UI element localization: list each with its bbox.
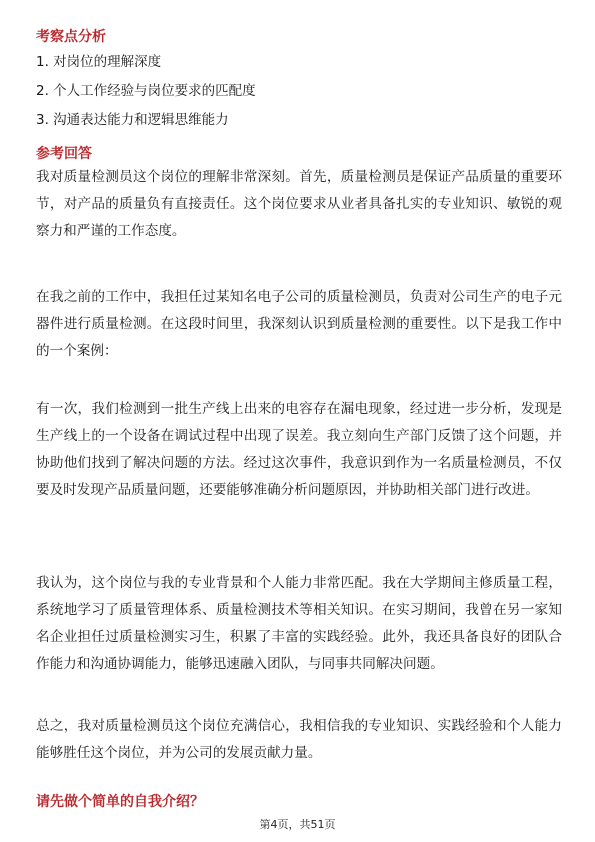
answer-paragraph-3: 有一次，我们检测到一批生产线上出来的电容存在漏电现象，经过进一步分析，发现是生产线上的一个设备在调试过程中出现了误差。我立刻向生产部门反馈了这个问题，并协助他们找到了解决问题的方法。经过这次事件，我意识到作为一名质量检测员，不仅要及时发现产品质量问题，还要能够准确分析问题原因，并协助相关部门进行改进。 — [36, 401, 562, 498]
analysis-item-1: 1. 对岗位的理解深度 — [36, 54, 162, 70]
analysis-item-2: 2. 个人工作经验与岗位要求的匹配度 — [36, 83, 256, 99]
reference-answer-heading: 参考回答 — [36, 146, 92, 162]
page-number: 第4页，共51页 — [259, 818, 336, 831]
answer-paragraph-2: 在我之前的工作中，我担任过某知名电子公司的质量检测员，负责对公司生产的电子元器件进行质量检测。在这段时间里，我深刻认识到质量检测的重要性。以下是我工作中的一个案例： — [36, 289, 562, 359]
next-question-heading: 请先做个简单的自我介绍？ — [36, 794, 204, 810]
analysis-heading: 考察点分析 — [36, 29, 106, 45]
answer-paragraph-1: 我对质量检测员这个岗位的理解非常深刻。首先，质量检测员是保证产品质量的重要环节，对产品的质量负有直接责任。这个岗位要求从业者具备扎实的专业知识、敏锐的观察力和严谨的工作态度。 — [36, 169, 562, 239]
answer-paragraph-5: 总之，我对质量检测员这个岗位充满信心，我相信我的专业知识、实践经验和个人能力能够胜任这个岗位，并为公司的发展贡献力量。 — [36, 718, 562, 761]
analysis-item-3: 3. 沟通表达能力和逻辑思维能力 — [36, 112, 229, 128]
answer-paragraph-4: 我认为，这个岗位与我的专业背景和个人能力非常匹配。我在大学期间主修质量工程，系统地学习了质量管理体系、质量检测技术等相关知识。在实习期间，我曾在另一家知名企业担任过质量检测实习生，积累了丰富的实践经验。此外，我还具备良好的团队合作能力和沟通协调能力，能够迅速融入团队，与同事共同解决问题。 — [36, 575, 562, 672]
